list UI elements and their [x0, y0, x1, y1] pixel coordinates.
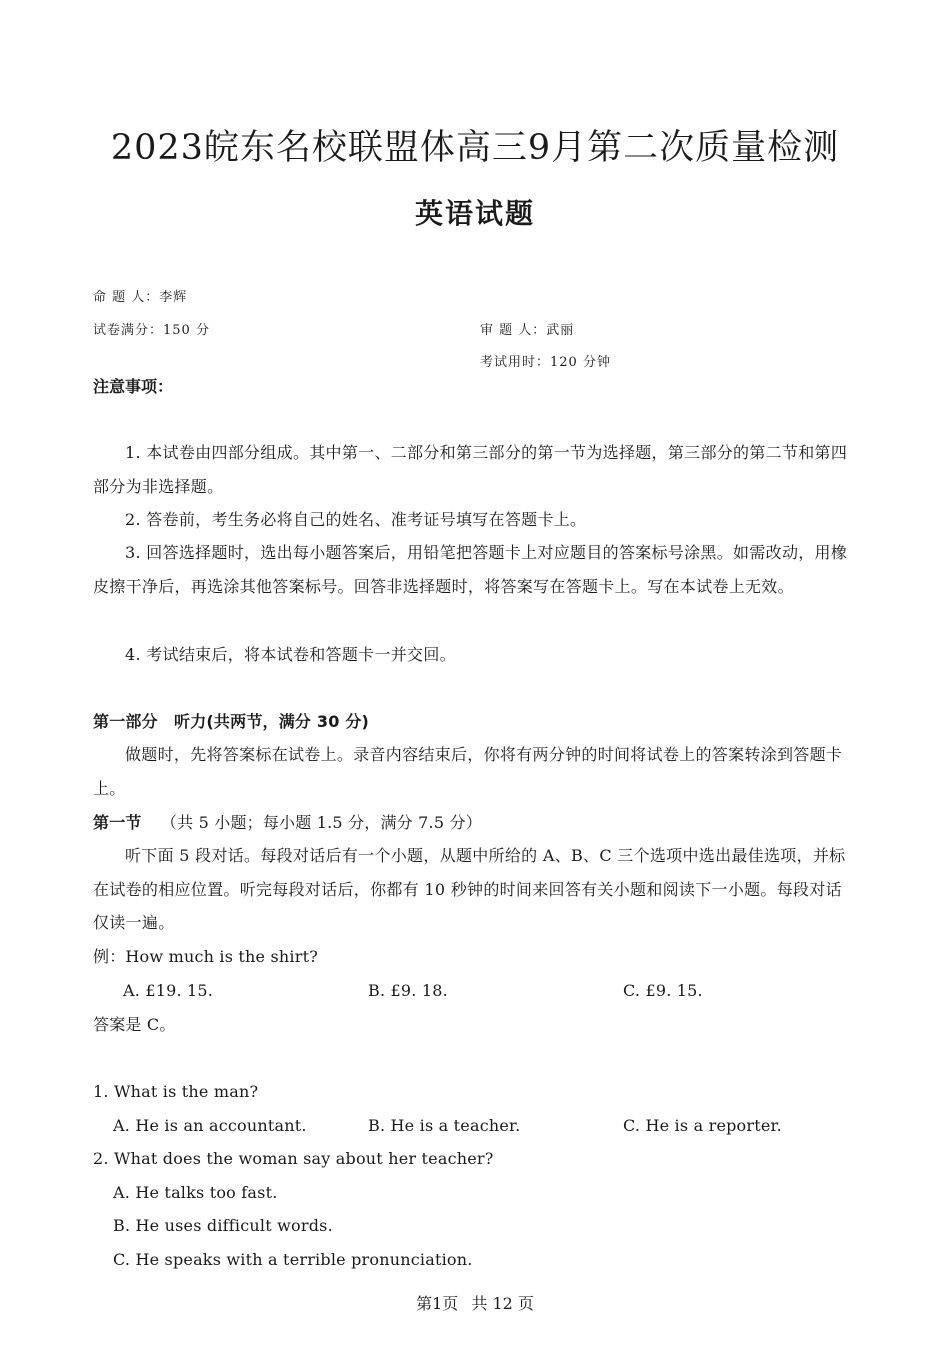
- section1-instructions: 听下面 5 段对话。每段对话后有一个小题，从题中所给的 A、B、C 三个选项中选出最佳选项，并标在试卷的相应位置。听完每段对话后，你都有 10 秒钟的时间来回答有关小题和阅读下一小题。每段对话仅读一遍。: [93, 846, 846, 932]
- question-1-option-b: B. He is a teacher.: [368, 1116, 521, 1135]
- example-option-a: A. £19. 15.: [123, 981, 214, 1000]
- exam-title: 2023皖东名校联盟体高三9月第二次质量检测: [110, 128, 840, 168]
- notice-item-1: 1. 本试卷由四部分组成。其中第一、二部分和第三部分的第一节为选择题，第三部分的第二节和第四部分为非选择题。: [93, 443, 848, 496]
- question-2: 2. What does the woman say about her teacher?: [93, 1149, 494, 1168]
- question-2-option-a: A. He talks too fast.: [113, 1183, 278, 1202]
- reviewer-info: 审 题 人：武丽: [480, 323, 575, 338]
- question-1: 1. What is the man?: [93, 1082, 259, 1101]
- notice-item-4: 4. 考试结束后，将本试卷和答题卡一并交回。: [125, 645, 456, 664]
- section1-heading: [93, 812, 482, 834]
- duration-info: 考试用时：120 分钟: [480, 355, 611, 370]
- question-1-option-a: A. He is an accountant.: [113, 1116, 307, 1135]
- setter-info: 命 题 人：李辉: [93, 290, 188, 305]
- notice-item-2: 2. 答卷前，考生务必将自己的姓名、准考证号填写在答题卡上。: [125, 510, 587, 529]
- question-2-option-c: C. He speaks with a terrible pronunciation.: [113, 1250, 473, 1269]
- example-answer: 答案是 C。: [93, 1015, 176, 1034]
- question-1-option-c: C. He is a reporter.: [623, 1116, 782, 1135]
- example-question: 例：How much is the shirt?: [93, 947, 318, 966]
- part1-heading: 第一部分 听力(共两节，满分 30 分): [93, 712, 370, 731]
- page-footer: [0, 1293, 950, 1315]
- notice-heading: 注意事项：: [93, 377, 174, 396]
- page-number: 第1页: [416, 1294, 459, 1313]
- section1-label: 第一节: [93, 813, 142, 832]
- example-option-b: B. £9. 18.: [368, 981, 448, 1000]
- section1-info: （共 5 小题；每小题 1.5 分，满分 7.5 分）: [160, 813, 482, 832]
- full-score-info: 试卷满分：150 分: [93, 323, 210, 338]
- notice-item-3: 3. 回答选择题时，选出每小题答案后，用铅笔把答题卡上对应题目的答案标号涂黑。如需改动，用橡皮擦干净后，再选涂其他答案标号。回答非选择题时，将答案写在答题卡上。写在本试卷上无效。: [93, 543, 848, 596]
- page-total: 共 12 页: [471, 1294, 534, 1313]
- example-option-c: C. £9. 15.: [623, 981, 703, 1000]
- exam-subtitle: 英语试题: [414, 197, 535, 230]
- part1-intro: 做题时，先将答案标在试卷上。录音内容结束后，你将有两分钟的时间将试卷上的答案转涂到答题卡上。: [93, 745, 843, 798]
- question-2-option-b: B. He uses difficult words.: [113, 1216, 333, 1235]
